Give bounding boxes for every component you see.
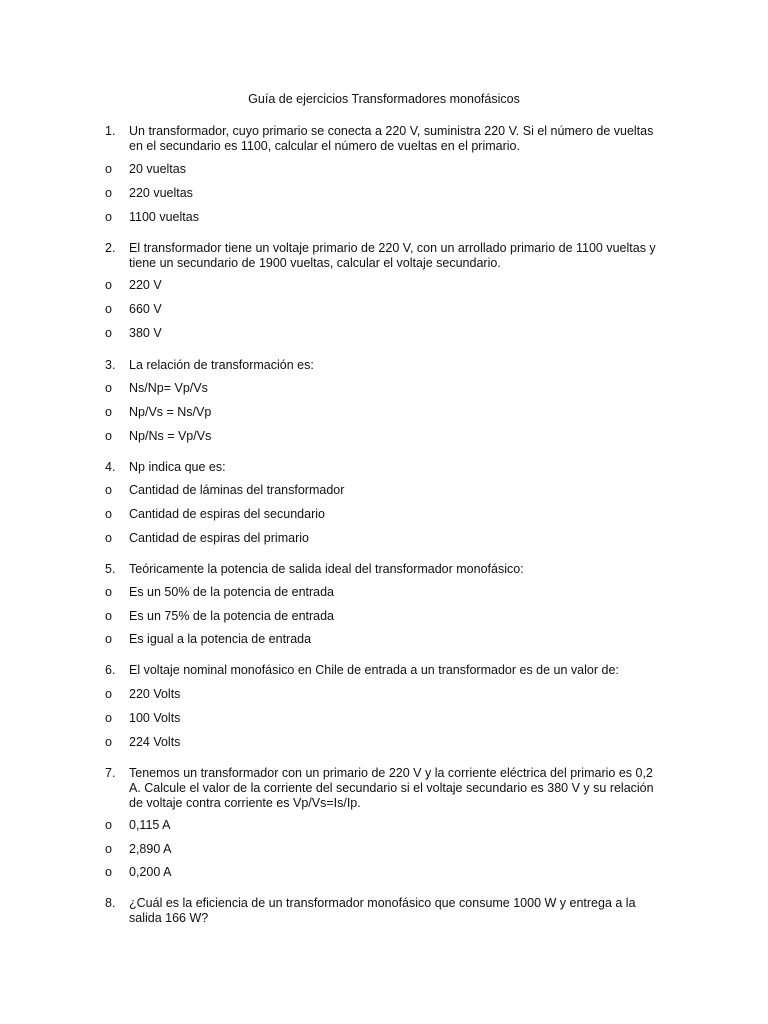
- option-bullet: o: [105, 609, 112, 623]
- question-2-option-2: [105, 302, 665, 318]
- option-text: Np/Ns = Vp/Vs: [129, 429, 212, 443]
- option-bullet: o: [105, 483, 112, 497]
- option-bullet: o: [105, 632, 112, 646]
- question-text: Np indica que es:: [129, 460, 226, 474]
- option-text: 224 Volts: [129, 735, 181, 749]
- question-text: ¿Cuál es la eficiencia de un transformador monofásico que consume 1000 W y entrega a la salida 166 W?: [129, 896, 636, 925]
- question-7-option-2: [105, 842, 665, 858]
- option-text: Cantidad de láminas del transformador: [129, 483, 345, 497]
- question-number: 5.: [105, 562, 116, 576]
- question-3-option-2: [105, 405, 665, 421]
- question-text: El transformador tiene un voltaje primario de 220 V, con un arrollado primario de 1100 vueltas y tiene un secundario de 1900 vueltas, calcular el voltaje secundario.: [129, 241, 656, 270]
- question-7-option-3: [105, 865, 665, 881]
- option-text: 0,115 A: [129, 818, 171, 832]
- question-2-option-3: [105, 326, 665, 342]
- question-number: 3.: [105, 358, 116, 372]
- question-6-option-1: [105, 687, 665, 703]
- question-number: 7.: [105, 766, 116, 780]
- question-5-option-2: [105, 609, 665, 625]
- option-text: Es igual a la potencia de entrada: [129, 632, 312, 646]
- question-4-option-1: [105, 483, 665, 499]
- option-bullet: o: [105, 278, 112, 292]
- option-text: Cantidad de espiras del primario: [129, 531, 309, 545]
- question-5-option-1: [105, 585, 665, 601]
- option-text: 220 Volts: [129, 687, 181, 701]
- option-text: 1100 vueltas: [129, 210, 199, 224]
- option-text: 380 V: [129, 326, 162, 340]
- option-bullet: o: [105, 818, 112, 832]
- question-text: La relación de transformación es:: [129, 358, 314, 372]
- option-text: 2,890 A: [129, 842, 172, 856]
- question-3-option-1: [105, 381, 665, 397]
- option-text: Np/Vs = Ns/Vp: [129, 405, 212, 419]
- option-bullet: o: [105, 210, 112, 224]
- question-number: 2.: [105, 241, 116, 255]
- question-number: 4.: [105, 460, 116, 474]
- question-text: Tenemos un transformador con un primario de 220 V y la corriente eléctrica del primario es 0,2 A. Calcule el valor de la corriente del secundario si el voltaje secundario es 380 V y su relación de voltaje contra corriente es Vp/Vs=Is/Ip.: [129, 766, 654, 810]
- question-6-option-2: [105, 711, 665, 727]
- option-text: 220 vueltas: [129, 186, 193, 200]
- option-bullet: o: [105, 735, 112, 749]
- question-2-option-1: [105, 278, 665, 294]
- option-bullet: o: [105, 326, 112, 340]
- question-1-option-2: [105, 186, 665, 202]
- question-text: Un transformador, cuyo primario se conecta a 220 V, suministra 220 V. Si el número de vueltas en el secundario es 1100, calcular el número de vueltas en el primario.: [129, 124, 654, 153]
- option-text: Es un 50% de la potencia de entrada: [129, 585, 335, 599]
- option-bullet: o: [105, 405, 112, 419]
- question-text: Teóricamente la potencia de salida ideal del transformador monofásico:: [129, 562, 524, 576]
- option-bullet: o: [105, 162, 112, 176]
- question-text: El voltaje nominal monofásico en Chile de entrada a un transformador es de un valor de:: [129, 663, 619, 677]
- option-text: 20 vueltas: [129, 162, 186, 176]
- option-bullet: o: [105, 531, 112, 545]
- question-number: 6.: [105, 663, 116, 677]
- option-bullet: o: [105, 865, 112, 879]
- option-bullet: o: [105, 711, 112, 725]
- question-4-option-2: [105, 507, 665, 523]
- option-text: 220 V: [129, 278, 162, 292]
- question-4-option-3: [105, 531, 665, 547]
- option-bullet: o: [105, 186, 112, 200]
- option-bullet: o: [105, 585, 112, 599]
- question-5-option-3: [105, 632, 665, 648]
- option-bullet: o: [105, 687, 112, 701]
- question-7-option-1: [105, 818, 665, 834]
- option-text: Cantidad de espiras del secundario: [129, 507, 325, 521]
- question-number: 1.: [105, 124, 116, 138]
- option-text: 660 V: [129, 302, 162, 316]
- document-title: Guía de ejercicios Transformadores monofásicos: [248, 92, 520, 106]
- option-bullet: o: [105, 381, 112, 395]
- question-3-option-3: [105, 429, 665, 445]
- option-text: 0,200 A: [129, 865, 172, 879]
- option-text: Es un 75% de la potencia de entrada: [129, 609, 335, 623]
- option-bullet: o: [105, 429, 112, 443]
- question-6-option-3: [105, 735, 665, 751]
- option-text: 100 Volts: [129, 711, 181, 725]
- option-text: Ns/Np= Vp/Vs: [129, 381, 208, 395]
- option-bullet: o: [105, 842, 112, 856]
- option-bullet: o: [105, 507, 112, 521]
- question-number: 8.: [105, 896, 116, 910]
- option-bullet: o: [105, 302, 112, 316]
- question-1-option-3: [105, 210, 665, 226]
- question-1-option-1: [105, 162, 665, 178]
